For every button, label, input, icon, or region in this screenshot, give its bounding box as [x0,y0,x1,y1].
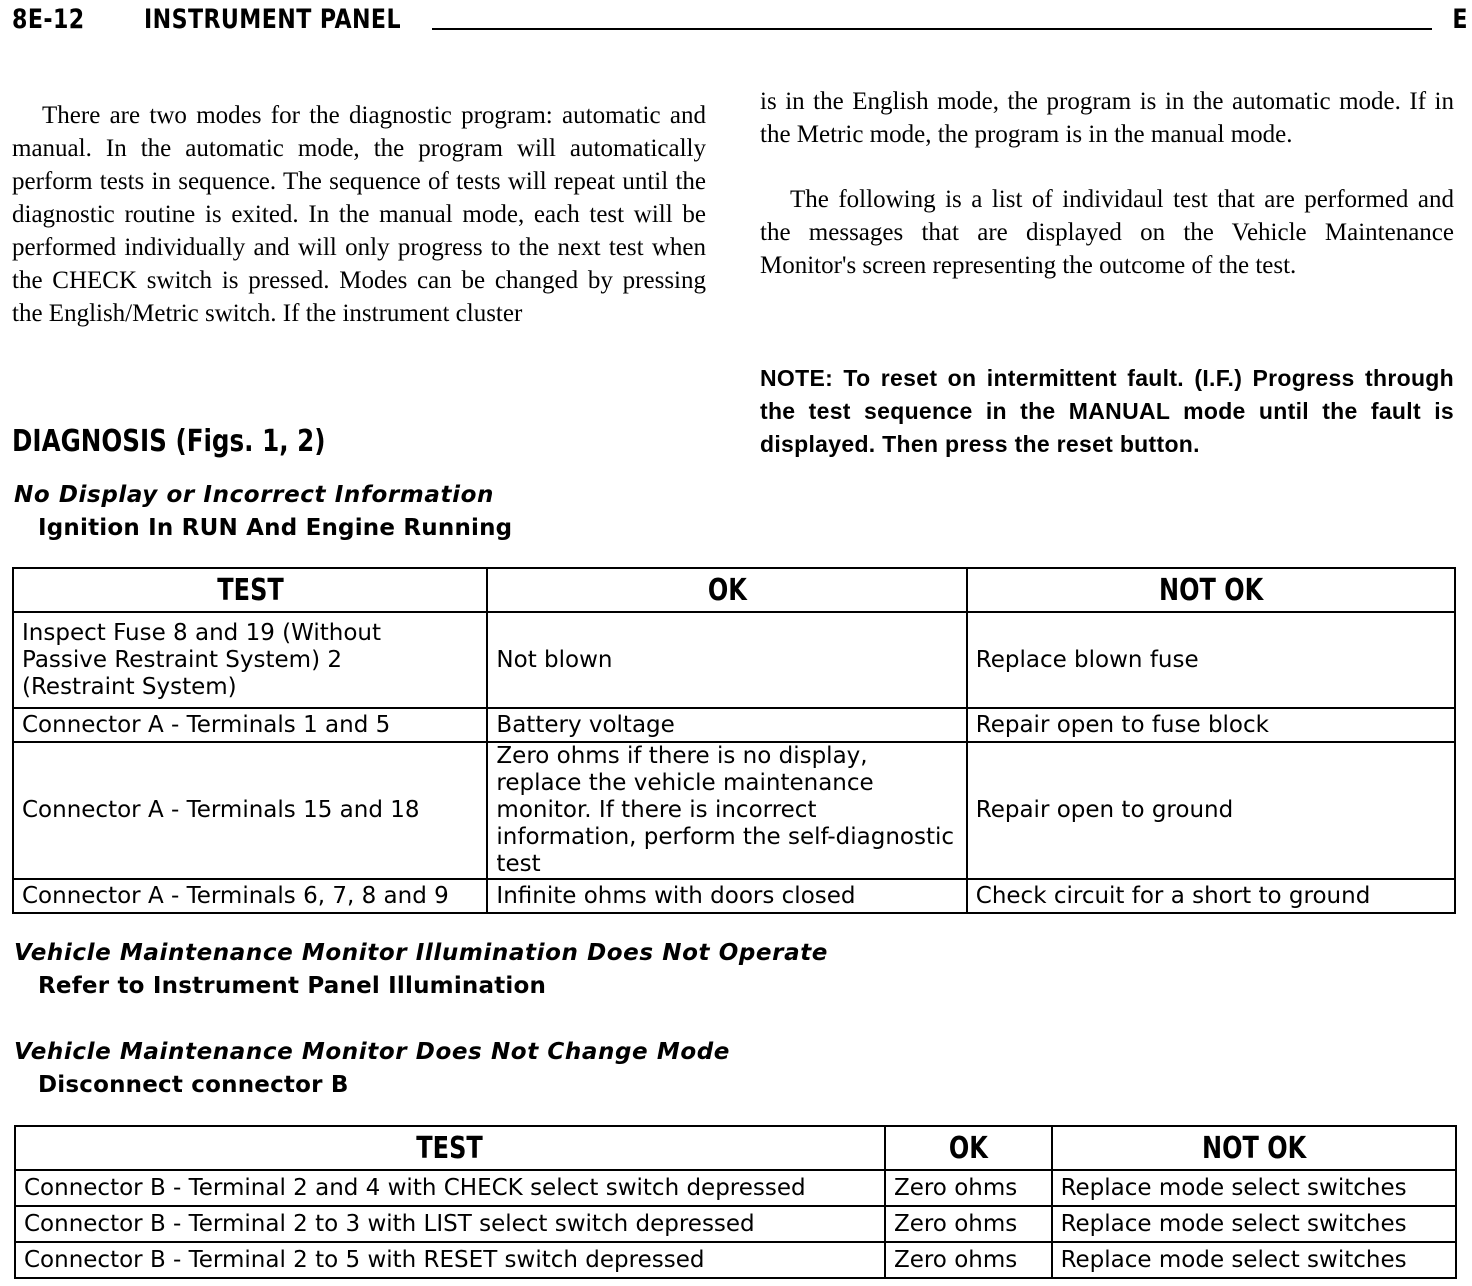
ok-cell: Zero ohms [885,1242,1052,1278]
no-display-test-table [12,567,1456,914]
table-header-row [13,568,1455,612]
ok-cell: Infinite ohms with doors closed [487,879,966,913]
section-title-no-display: No Display or Incorrect Information [14,482,494,508]
section-condition-illumination: Refer to Instrument Panel Illumination [38,973,547,999]
not-ok-cell: Repair open to fuse block [967,708,1455,742]
table-header-row [15,1126,1456,1170]
table-row [13,708,1455,742]
header-test: TEST [15,1126,885,1170]
not-ok-cell: Replace mode select switches [1052,1242,1456,1278]
test-cell: Connector A - Terminals 6, 7, 8 and 9 [13,879,487,913]
page-title: INSTRUMENT PANEL [144,4,401,35]
header-rule [432,28,1432,30]
page-header [12,4,1468,44]
test-cell: Connector B - Terminal 2 to 3 with LIST select switch depressed [15,1206,885,1242]
section-letter: E [1452,4,1468,35]
header-not-ok: NOT OK [967,568,1455,612]
test-cell: Connector B - Terminal 2 and 4 with CHECK select switch depressed [15,1170,885,1206]
intro-paragraph-left: There are two modes for the diagnostic program: automatic and manual. In the automatic mode, the program will automatically perform tests in sequence. The sequence of tests will repeat until the diagnostic routine is exited. In the manual mode, each test will be performed individually and will only progress to the next test when the CHECK switch is pressed. Modes can be changed by pressing the English/Metric switch. If the instrument cluster [12,102,706,327]
table-row [13,879,1455,913]
test-cell: Inspect Fuse 8 and 19 (Without Passive Restraint System) 2 (Restraint System) [13,612,487,708]
not-ok-cell: Check circuit for a short to ground [967,879,1455,913]
ok-cell: Battery voltage [487,708,966,742]
section-condition-connector-b: Disconnect connector B [38,1072,349,1098]
header-test: TEST [13,568,487,612]
section-title-mode: Vehicle Maintenance Monitor Does Not Change Mode [14,1039,730,1065]
ok-cell: Zero ohms [885,1206,1052,1242]
table-row [13,742,1455,879]
reset-note: NOTE: To reset on intermittent fault. (I.F.) Progress through the test sequence in the MANUAL mode until the fault is displayed. Then press the reset button. [760,365,1454,457]
test-cell: Connector A - Terminals 15 and 18 [13,742,487,879]
test-cell: Connector B - Terminal 2 to 5 with RESET switch depressed [15,1242,885,1278]
section-title-illumination: Vehicle Maintenance Monitor Illumination Does Not Operate [14,940,828,966]
not-ok-cell: Replace mode select switches [1052,1206,1456,1242]
not-ok-cell: Replace mode select switches [1052,1170,1456,1206]
table-row [15,1170,1456,1206]
mode-test-table [14,1125,1457,1279]
intro-paragraph-right-2: The following is a list of individaul test that are performed and the messages that are displayed on the Vehicle Maintenance Monitor's screen representing the outcome of the test. [760,186,1454,279]
table-row [13,612,1455,708]
ok-cell: Zero ohms [885,1170,1052,1206]
ok-cell: Not blown [487,612,966,708]
not-ok-cell: Repair open to ground [967,742,1455,879]
header-not-ok: NOT OK [1052,1126,1456,1170]
table-row [15,1206,1456,1242]
header-ok: OK [885,1126,1052,1170]
diagnosis-heading: DIAGNOSIS (Figs. 1, 2) [12,424,326,459]
test-cell: Connector A - Terminals 1 and 5 [13,708,487,742]
table-row [15,1242,1456,1278]
page-number: 8E-12 [12,4,85,35]
intro-paragraph-right-1: is in the English mode, the program is in the automatic mode. If in the Metric mode, the program is in the manual mode. [760,88,1454,148]
header-ok: OK [487,568,966,612]
not-ok-cell: Replace blown fuse [967,612,1455,708]
ok-cell: Zero ohms if there is no display, replace the vehicle maintenance monitor. If there is incorrect information, perform the self-diagnostic test [487,742,966,879]
section-condition-ignition: Ignition In RUN And Engine Running [38,515,513,541]
